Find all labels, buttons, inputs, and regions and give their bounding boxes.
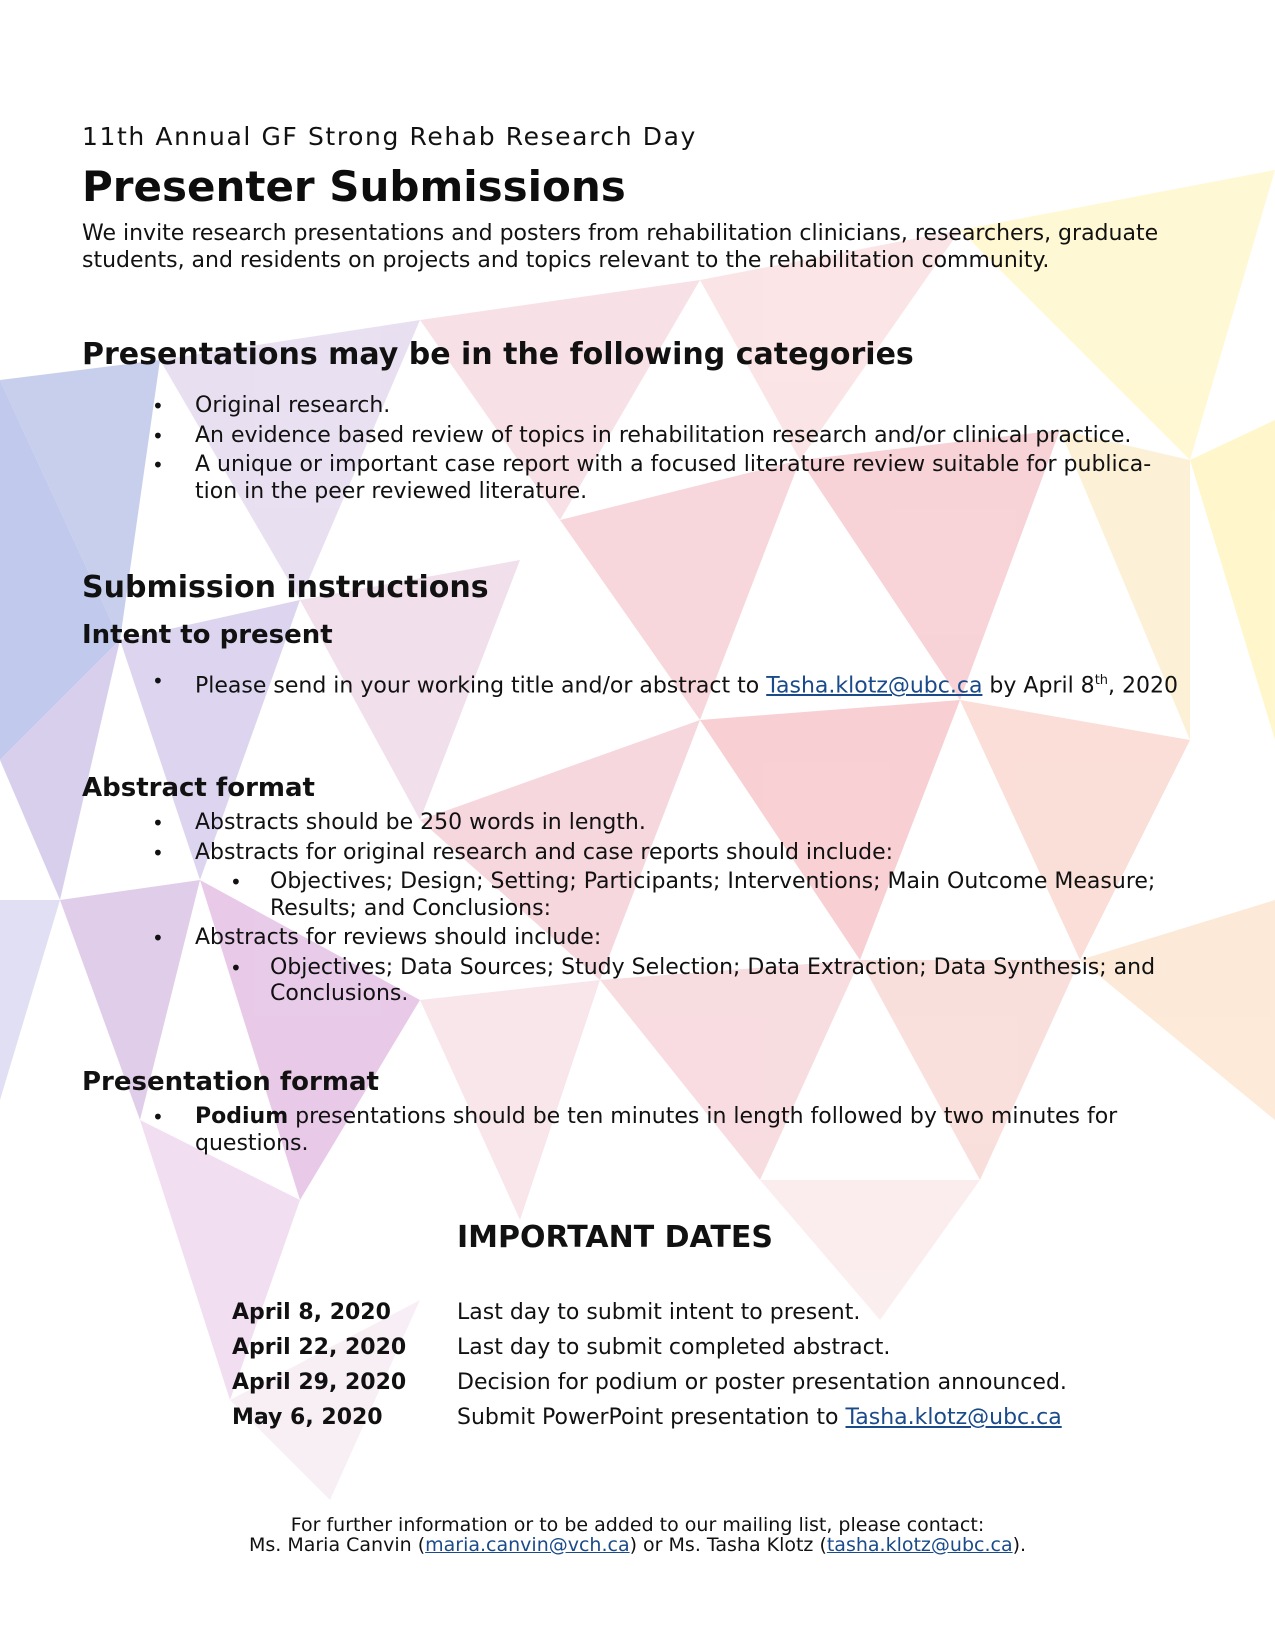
abstract-format-heading: Abstract format — [82, 773, 315, 803]
abstract-list — [82, 810, 1192, 1011]
footer-text: ). — [1012, 1534, 1027, 1556]
intent-text-after: by April 8 — [982, 673, 1095, 699]
intent-list — [82, 668, 1182, 703]
event-kicker: 11th Annual GF Strong Rehab Research Day — [82, 122, 697, 151]
podium-text: presentations should be ten minutes in length followed by two minutes for questions. — [195, 1104, 1118, 1156]
list-item — [82, 668, 1182, 700]
email-link[interactable]: maria.canvin@vch.ca — [425, 1534, 630, 1556]
list-item — [82, 1104, 1192, 1157]
intent-year: , 2020 — [1108, 673, 1179, 699]
ordinal-suffix: th — [1094, 673, 1109, 688]
footer-text: ) or Ms. Tasha Klotz ( — [629, 1534, 827, 1556]
list-item: • Abstracts should be 250 words in length. — [82, 810, 1192, 837]
submission-instructions-heading: Submission instructions — [82, 570, 489, 605]
list-item: • An evidence based review of topics in rehabilitation research and/or clinical practice. — [82, 423, 1182, 450]
intent-heading: Intent to present — [82, 620, 333, 650]
presentation-format-heading: Presentation format — [82, 1067, 379, 1097]
intent-text: Please send in your working title and/or abstract to — [195, 673, 767, 699]
sub-list-item: • Objectives; Data Sources; Study Selection; Data Extraction; Data Synthesis; and Conclusions. — [82, 955, 1192, 1008]
important-dates-table — [232, 1295, 1067, 1435]
email-link[interactable]: Tasha.klotz@ubc.ca — [845, 1405, 1062, 1430]
page-title: Presenter Submissions — [82, 162, 626, 211]
date-description: Last day to submit intent to present. — [457, 1300, 861, 1325]
date-row — [232, 1365, 1067, 1400]
date-cell: April 22, 2020 — [232, 1335, 407, 1360]
categories-list — [82, 393, 1182, 508]
footer-text: Ms. Maria Canvin ( — [248, 1534, 426, 1556]
list-item: • A unique or important case report with a focused literature review suitable for publica-tion in the peer reviewed literature. — [82, 452, 1182, 505]
footer-line-1: For further information or to be added to our mailing list, please contact: — [290, 1514, 985, 1536]
sub-list-item: • Objectives; Design; Setting; Participants; Interventions; Main Outcome Measure; Results; and Conclusions: — [82, 869, 1192, 922]
date-row — [232, 1295, 1067, 1330]
date-cell: April 29, 2020 — [232, 1370, 407, 1395]
intro-paragraph: We invite research presentations and posters from rehabilitation clinicians, researchers, graduate students, and residents on projects and topics relevant to the rehabilitation community. — [82, 221, 1159, 273]
presentation-format-list — [82, 1104, 1192, 1160]
date-row — [232, 1400, 1067, 1435]
podium-label: Podium — [195, 1104, 289, 1129]
list-item: • Abstracts for reviews should include: — [82, 925, 1192, 952]
important-dates-heading: IMPORTANT DATES — [457, 1220, 773, 1255]
list-item: • Abstracts for original research and case reports should include: — [82, 840, 1192, 867]
list-item: • Original research. — [82, 393, 1182, 420]
footer-contact — [0, 1515, 1275, 1555]
date-row — [232, 1330, 1067, 1365]
date-description — [457, 1405, 1062, 1430]
date-cell: April 8, 2020 — [232, 1300, 391, 1325]
date-description-text: Submit PowerPoint presentation to — [457, 1405, 846, 1430]
footer-line-2 — [0, 1535, 1275, 1555]
email-link[interactable]: Tasha.klotz@ubc.ca — [766, 673, 983, 699]
date-description: Last day to submit completed abstract. — [457, 1335, 891, 1360]
email-link[interactable]: tasha.klotz@ubc.ca — [826, 1534, 1013, 1556]
date-cell: May 6, 2020 — [232, 1405, 383, 1430]
date-description: Decision for podium or poster presentation announced. — [457, 1370, 1067, 1395]
categories-heading: Presentations may be in the following categories — [82, 337, 914, 372]
